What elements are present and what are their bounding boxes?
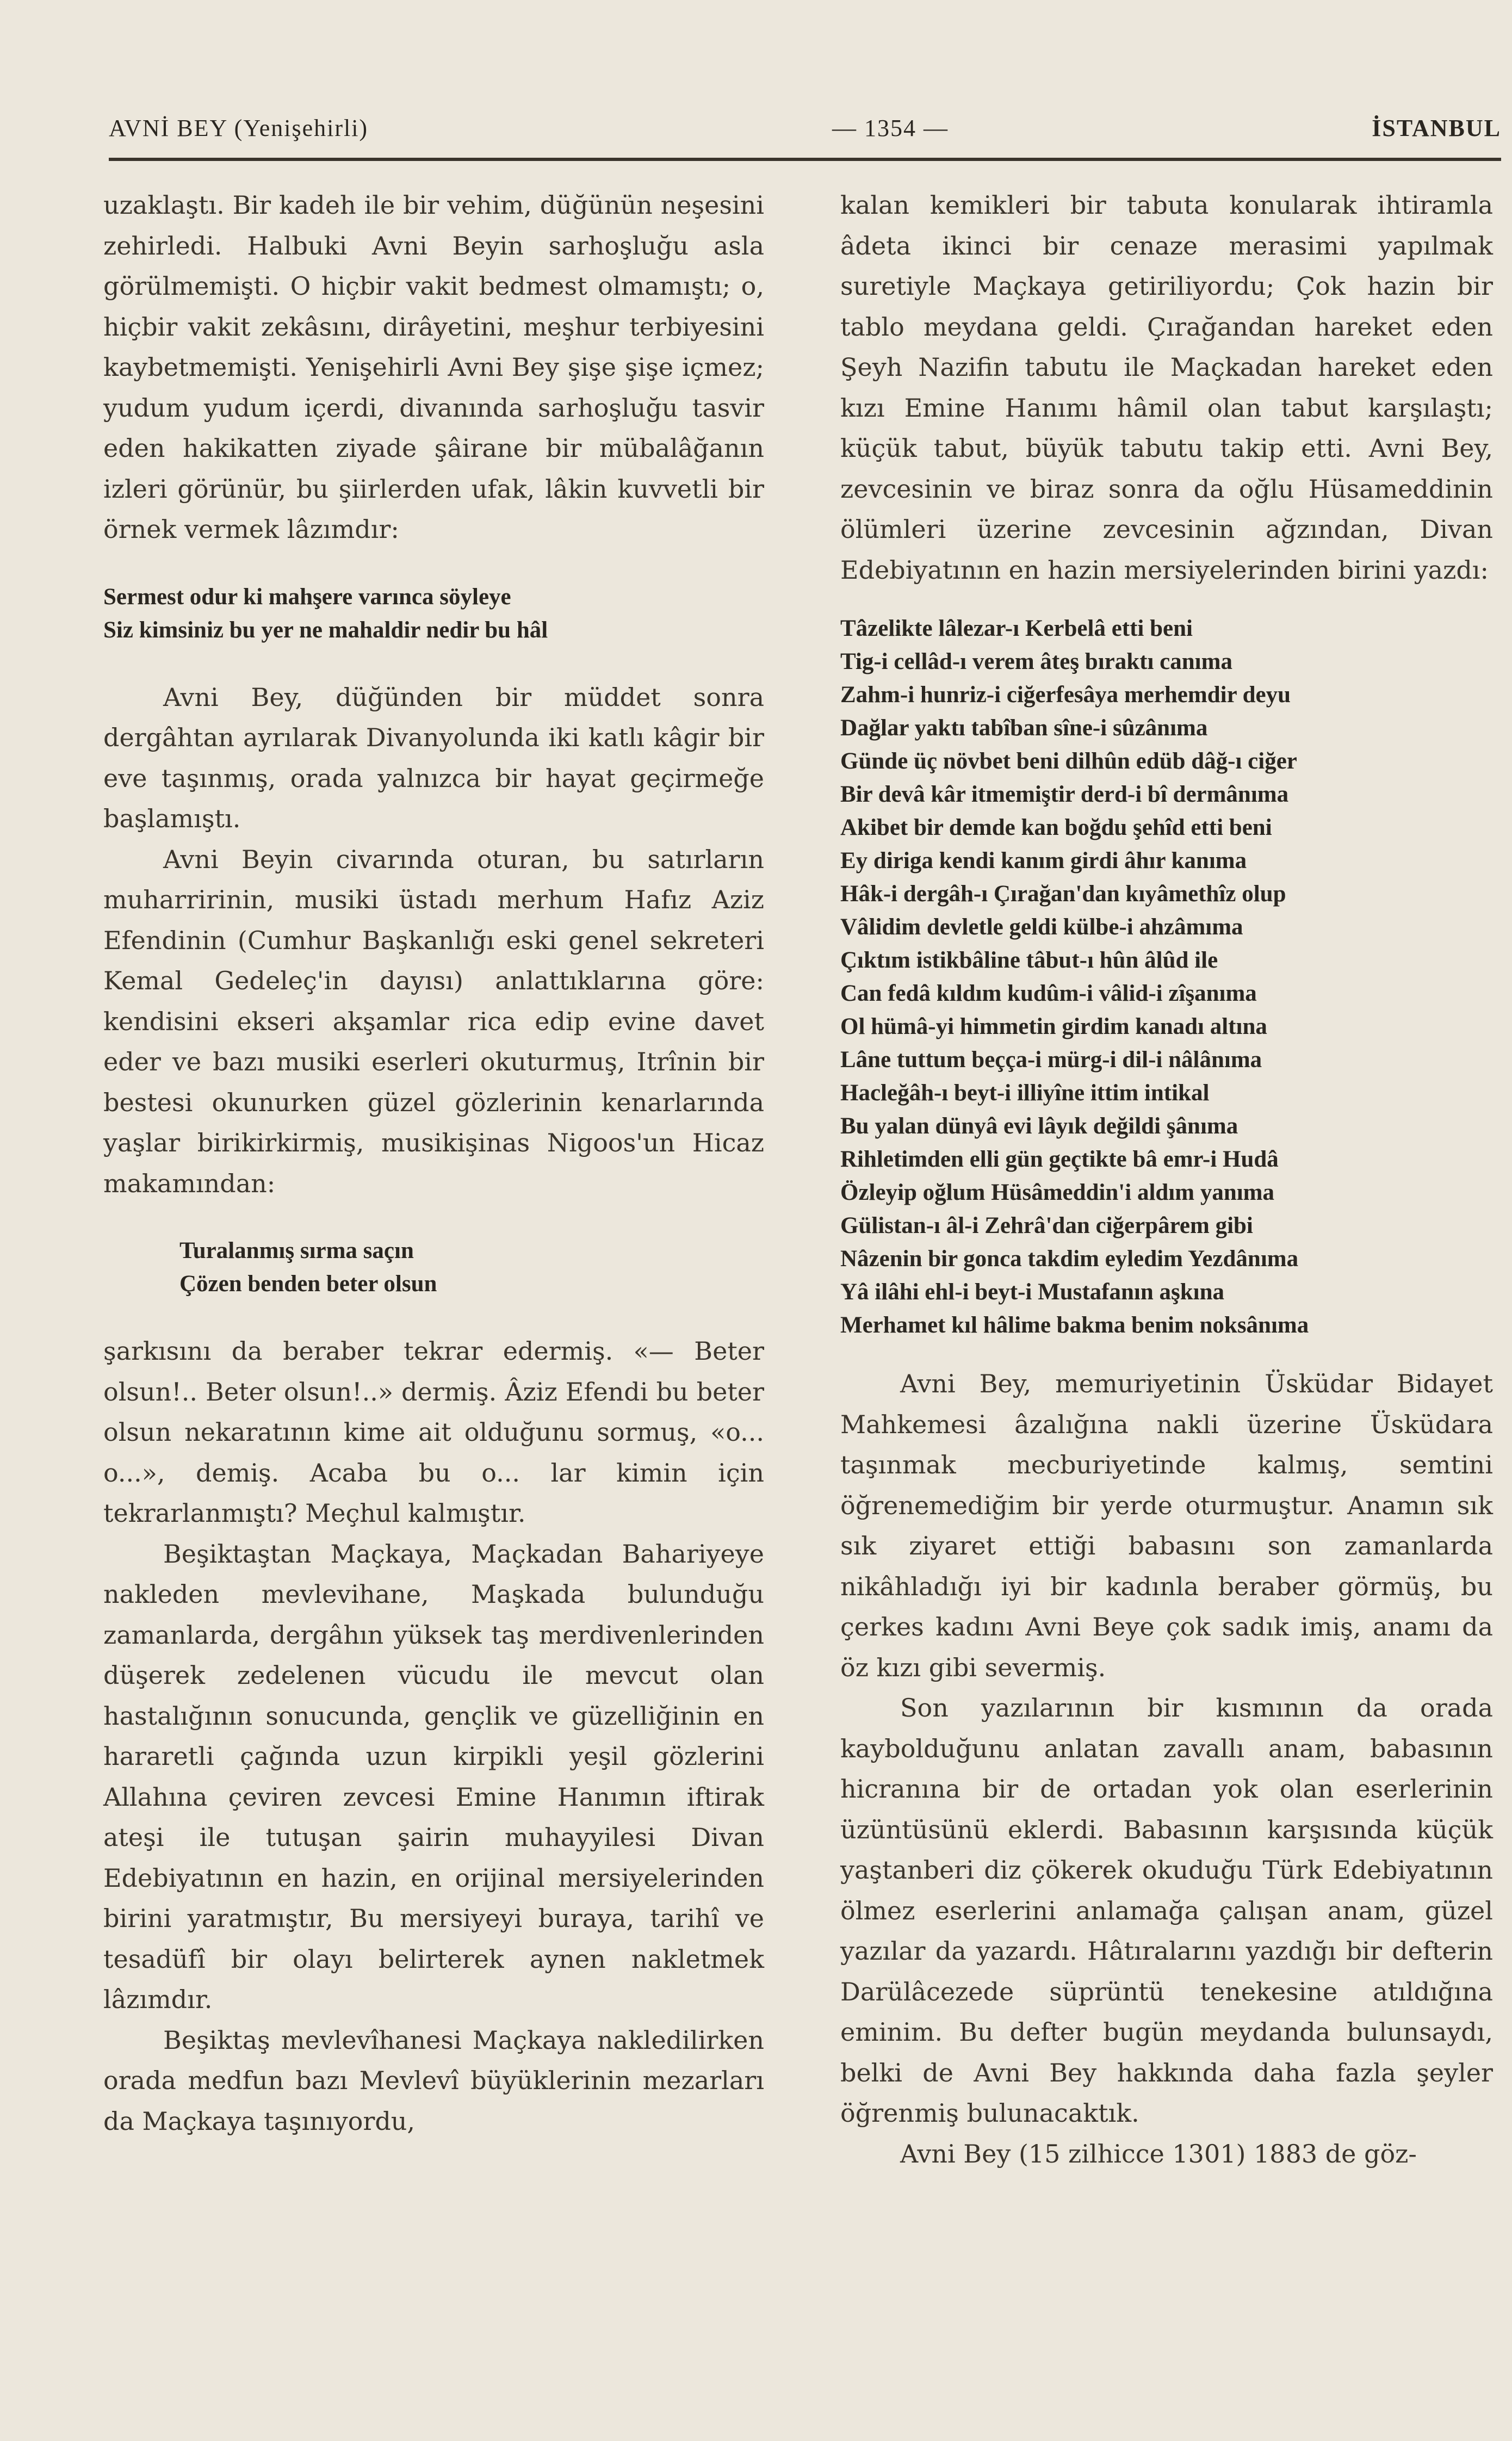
running-title: AVNİ BEY (Yenişehirli)	[109, 115, 369, 141]
paragraph: Avni Bey, memuriyetinin Üsküdar Bidayet Mahkemesi âzalığına nakli üzerine Üsküdara taşınmak mecburiyetinde kalmış, semtini öğrenemediğim bir yerde oturmuştur. Anamın sık sık ziyaret ettiği babasını son zamanlarda nikâhladığı iyi bir kadınla beraber görmüş, bu çerkes kadını Avni Beye çok sadık imiş, anamı da öz kızı gibi severmiş.	[840, 1369, 1493, 1682]
left-column	[103, 185, 764, 2141]
verse-line: Ey diriga kendi kanım girdi âhır kanıma	[840, 848, 1247, 873]
verse-line: Can fedâ kıldım kudûm-i vâlid-i zîşanıma	[840, 981, 1257, 1006]
verse-line: Tâzelikte lâlezar-ı Kerbelâ etti beni	[840, 616, 1193, 641]
verse-line: Rihletimden elli gün geçtikte bâ emr-i Hudâ	[840, 1147, 1279, 1172]
paragraph: Beşiktaştan Maçkaya, Maçkadan Bahariyeye nakleden mevlevihane, Maşkada bulunduğu zamanlarda, dergâhın yüksek taş merdivenlerinden düşerek zedelenen vücudu ile mevcut olan hastalığının sonucunda, gençlik ve güzelliğinin en hararetli çağında uzun kirpikli yeşil gözlerini Allahına çeviren zevcesi Emine Hanımın iftirak ateşi ile tutuşan şairin muhayyilesi Divan Edebiyatının en hazin, en orijinal mersiyelerinden birini yaratmıştır, Bu mersiyeyi buraya, tarihî ve tesadüfî bir olayı belirterek aynen nakletmek lâzımdır.	[103, 1539, 764, 2014]
paragraph: Avni Bey, düğünden bir müddet sonra dergâhtan ayrılarak Divanyolunda iki katlı kâgir bir eve taşınmış, orada yalnızca bir hayat geçirmeğe başlamıştı.	[103, 682, 764, 833]
verse-line: Bu yalan dünyâ evi lâyık değildi şânıma	[840, 1113, 1238, 1139]
verse-line: Hacleğâh-ı beyt-i illiyîne ittim intikal	[840, 1080, 1210, 1106]
paragraph: Son yazılarının bir kısmının da orada kaybolduğunu anlatan zavallı anam, babasının hicranına bir de ortadan yok olan eserlerinin üzüntüsünü eklerdi. Babasının karşısında küçük yaştanberi diz çökerek okuduğu Türk Edebiyatının ölmez eserlerini anlamağa çalışan anam, güzel yazılar da yazardı. Hâtıralarını yazdığı bir defterin Darülâcezede süprüntü tenekesine atıldığına eminim. Bu defter bugün meydanda bulunsaydı, belki de Avni Bey hakkında daha fazla şeyler öğrenmiş bulunacaktık.	[840, 1693, 1493, 2128]
verse-line: Nâzenin bir gonca takdim eyledim Yezdânıma	[840, 1246, 1299, 1272]
verse-line: Akibet bir demde kan boğdu şehîd etti beni	[840, 815, 1272, 840]
paragraph: Avni Bey (15 zilhicce 1301) 1883 de göz-	[900, 2139, 1417, 2169]
section-title: İSTANBUL	[1372, 115, 1501, 141]
verse-line: Merhamet kıl hâlime bakma benim noksânıma	[840, 1312, 1309, 1338]
mersiye-verse	[840, 612, 1493, 1342]
verse-line: Sermest odur ki mahşere varınca söyleye	[103, 584, 511, 610]
verse-line: Tig-i cellâd-ı verem âteş bıraktı canıma	[840, 649, 1232, 674]
verse-line: Lâne tuttum beçça-i mürg-i dil-i nâlânıma	[840, 1047, 1262, 1073]
verse-line: Vâlidim devletle geldi külbe-i ahzâmıma	[840, 914, 1243, 940]
paragraph: şarkısını da beraber tekrar edermiş. «— Beter olsun!.. Beter olsun!..» dermiş. Âziz Efendi bu beter olsun nekaratının kime ait olduğunu sormuş, «o... o...», demiş. Acaba bu o... lar kimin için tekrarlanmıştı? Meçhul kalmıştır.	[103, 1336, 764, 1528]
verse-line: Günde üç növbet beni dilhûn edüb dâğ-ı ciğer	[840, 748, 1297, 774]
verse-block	[103, 1234, 764, 1300]
verse-line: Siz kimsiniz bu yer ne mahaldir nedir bu hâl	[103, 617, 548, 643]
verse-line: Çözen benden beter olsun	[179, 1271, 437, 1297]
paragraph: Beşiktaş mevlevîhanesi Maçkaya nakledilirken orada medfun bazı Mevlevî büyüklerinin mezarları da Maçkaya taşınıyordu,	[103, 2025, 764, 2136]
verse-line: Çıktım istikbâline tâbut-ı hûn âlûd ile	[840, 947, 1218, 973]
header-rule	[109, 158, 1501, 161]
verse-line: Hâk-i dergâh-ı Çırağan'dan kıyâmethîz olup	[840, 881, 1286, 907]
verse-line: Bir devâ kâr itmemiştir derd-i bî dermânıma	[840, 782, 1289, 807]
page-number: — 1354 —	[832, 115, 949, 141]
right-column	[840, 185, 1493, 2174]
verse-line: Özleyip oğlum Hüsâmeddin'i aldım yanıma	[840, 1180, 1274, 1205]
verse-line: Gülistan-ı âl-i Zehrâ'dan ciğerpârem gibi	[840, 1213, 1253, 1238]
verse-line: Yâ ilâhi ehl-i beyt-i Mustafanın aşkına	[840, 1279, 1225, 1305]
paragraph: uzaklaştı. Bir kadeh ile bir vehim, düğünün neşesini zehirledi. Halbuki Avni Beyin sarhoşluğu asla görülmemişti. O hiçbir vakit bedmest olmamıştı; o, hiçbir vakit zekâsını, dirâyetini, meşhur terbiyesini kaybetmemişti. Yenişehirli Avni Bey şişe şişe içmez; yudum yudum içerdi, divanında sarhoşluğu tasvir eden hakikatten ziyade şâirane bir mübalâğanın izleri görünür, bu şiirlerden ufak, lâkin kuvvetli bir örnek vermek lâzımdır:	[103, 190, 764, 544]
verse-line: Ol hümâ-yi himmetin girdim kanadı altına	[840, 1014, 1267, 1039]
verse-line: Dağlar yaktı tabîban sîne-i sûzânıma	[840, 715, 1208, 741]
verse-line: Turalanmış sırma saçın	[179, 1238, 414, 1263]
paragraph: Avni Beyin civarında oturan, bu satırların muharririnin, musiki üstadı merhum Hafız Aziz Efendinin (Cumhur Başkanlığı eski genel sekreteri Kemal Gedeleç'in dayısı) anlattıklarına göre: kendisini ekseri akşamlar rica edip evine davet eder ve bazı musiki eserleri okuturmuş, Itrînin bir bestesi okunurken güzel gözlerinin kenarlarında yaşlar birikirkirmiş, musikişinas Nigoos'un Hicaz makamından:	[103, 844, 764, 1198]
verse-line: Zahm-i hunriz-i ciğerfesâya merhemdir deyu	[840, 682, 1291, 708]
page-header	[109, 109, 1501, 147]
paragraph: kalan kemikleri bir tabuta konularak ihtiramla âdeta ikinci bir cenaze merasimi yapılmak suretiyle Maçkaya getiriliyordu; Çok hazin bir tablo meydana geldi. Çırağandan hareket eden Şeyh Nazifin tabutu ile Maçkadan hareket eden kızı Emine Hanımı hâmil olan tabut karşılaştı; küçük tabut, büyük tabutu takip etti. Avni Bey, zevcesinin ve biraz sonra da oğlu Hüsameddinin ölümleri üzerine zevcesinin ağzından, Divan Edebiyatının en hazin mersiyelerinden birini yazdı:	[840, 190, 1493, 585]
verse-block	[103, 580, 764, 647]
